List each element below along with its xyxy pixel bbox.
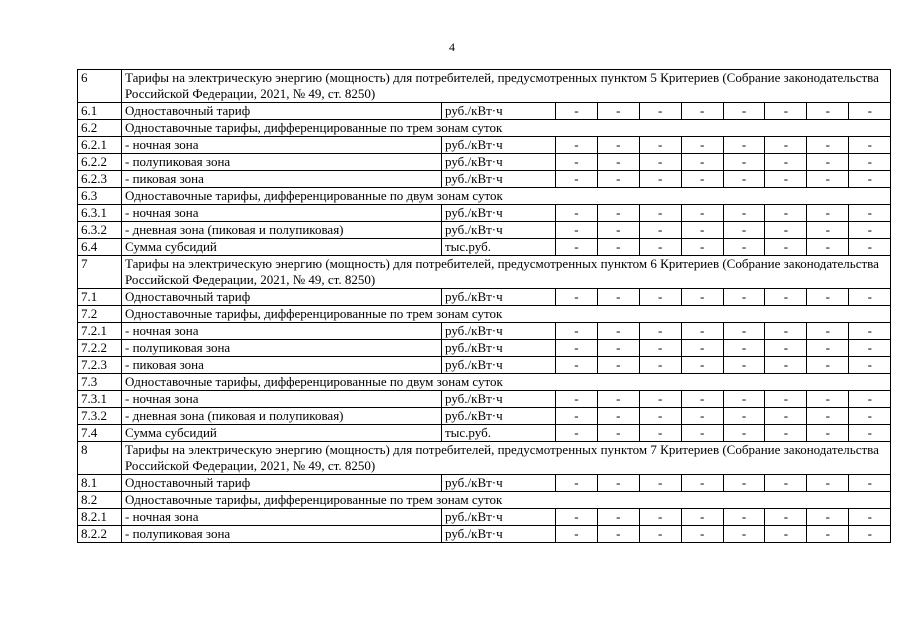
value-cell: - [597,289,639,306]
value-cell: - [597,408,639,425]
subsection-heading: Одноставочные тарифы, дифференцированные по трем зонам суток [122,120,891,137]
value-cell: - [849,475,891,492]
value-cell: - [556,509,598,526]
value-cell: - [723,222,765,239]
value-cell: - [849,205,891,222]
value-cell: - [681,475,723,492]
row-number: 7.2.1 [78,323,122,340]
value-cell: - [639,289,681,306]
value-cell: - [765,289,807,306]
indicator-name: Сумма субсидий [122,239,442,256]
unit-cell: руб./кВт·ч [442,289,556,306]
indicator-name: - полупиковая зона [122,154,442,171]
table-row [78,222,891,239]
value-cell: - [849,509,891,526]
row-number: 6.1 [78,103,122,120]
row-number: 6.2.2 [78,154,122,171]
value-cell: - [556,408,598,425]
row-number: 6.2.1 [78,137,122,154]
value-cell: - [681,137,723,154]
value-cell: - [597,171,639,188]
value-cell: - [807,323,849,340]
table-row [78,492,891,509]
value-cell: - [556,289,598,306]
value-cell: - [597,391,639,408]
value-cell: - [807,509,849,526]
value-cell: - [849,526,891,543]
value-cell: - [723,408,765,425]
value-cell: - [556,340,598,357]
value-cell: - [681,526,723,543]
value-cell: - [765,509,807,526]
value-cell: - [639,340,681,357]
value-cell: - [681,289,723,306]
value-cell: - [556,205,598,222]
value-cell: - [723,154,765,171]
value-cell: - [765,391,807,408]
row-number: 6.2 [78,120,122,137]
value-cell: - [765,475,807,492]
value-cell: - [556,137,598,154]
table-row [78,137,891,154]
value-cell: - [807,137,849,154]
value-cell: - [807,475,849,492]
table-row [78,70,891,103]
value-cell: - [639,357,681,374]
row-number: 6.2.3 [78,171,122,188]
indicator-name: - ночная зона [122,391,442,408]
row-number: 7.2.3 [78,357,122,374]
value-cell: - [556,222,598,239]
value-cell: - [681,323,723,340]
unit-cell: тыс.руб. [442,239,556,256]
value-cell: - [849,154,891,171]
value-cell: - [849,408,891,425]
value-cell: - [849,323,891,340]
value-cell: - [765,239,807,256]
value-cell: - [597,340,639,357]
table-row [78,408,891,425]
row-number: 7.1 [78,289,122,306]
table-row [78,442,891,475]
indicator-name: - пиковая зона [122,357,442,374]
value-cell: - [765,323,807,340]
row-number: 7.2 [78,306,122,323]
value-cell: - [849,137,891,154]
value-cell: - [639,154,681,171]
value-cell: - [681,340,723,357]
value-cell: - [807,171,849,188]
indicator-name: - полупиковая зона [122,340,442,357]
row-number: 8.1 [78,475,122,492]
row-number: 7.2.2 [78,340,122,357]
indicator-name: - дневная зона (пиковая и полупиковая) [122,408,442,425]
table-row [78,188,891,205]
value-cell: - [681,391,723,408]
unit-cell: тыс.руб. [442,425,556,442]
row-number: 7.4 [78,425,122,442]
indicator-name: - пиковая зона [122,171,442,188]
table-row [78,526,891,543]
value-cell: - [765,408,807,425]
value-cell: - [556,391,598,408]
indicator-name: Сумма субсидий [122,425,442,442]
value-cell: - [597,357,639,374]
row-number: 8 [78,442,122,475]
value-cell: - [597,509,639,526]
value-cell: - [597,526,639,543]
value-cell: - [723,205,765,222]
value-cell: - [723,391,765,408]
row-number: 8.2 [78,492,122,509]
table-row [78,340,891,357]
value-cell: - [807,239,849,256]
section-heading: Тарифы на электрическую энергию (мощность) для потребителей, предусмотренных пунктом 5 Критериев (Собрание законодательства Российской Федерации, 2021, № 49, ст. 8250) [122,70,891,103]
value-cell: - [765,154,807,171]
value-cell: - [639,323,681,340]
value-cell: - [639,205,681,222]
value-cell: - [807,425,849,442]
value-cell: - [723,475,765,492]
value-cell: - [765,137,807,154]
value-cell: - [639,408,681,425]
value-cell: - [765,425,807,442]
value-cell: - [639,526,681,543]
table-row [78,323,891,340]
indicator-name: Одноставочный тариф [122,289,442,306]
table-row [78,289,891,306]
unit-cell: руб./кВт·ч [442,137,556,154]
page-number: 4 [449,40,455,54]
value-cell: - [849,425,891,442]
value-cell: - [723,323,765,340]
value-cell: - [807,289,849,306]
value-cell: - [807,222,849,239]
indicator-name: Одноставочный тариф [122,475,442,492]
table-row [78,509,891,526]
indicator-name: - ночная зона [122,137,442,154]
value-cell: - [597,425,639,442]
value-cell: - [681,154,723,171]
value-cell: - [723,509,765,526]
table-row [78,171,891,188]
indicator-name: - полупиковая зона [122,526,442,543]
table-row [78,374,891,391]
value-cell: - [639,239,681,256]
tariff-table-body [78,70,891,543]
value-cell: - [681,205,723,222]
unit-cell: руб./кВт·ч [442,408,556,425]
value-cell: - [723,171,765,188]
value-cell: - [849,222,891,239]
value-cell: - [556,357,598,374]
value-cell: - [681,425,723,442]
value-cell: - [597,222,639,239]
value-cell: - [556,475,598,492]
value-cell: - [765,357,807,374]
value-cell: - [849,340,891,357]
unit-cell: руб./кВт·ч [442,391,556,408]
value-cell: - [849,391,891,408]
value-cell: - [556,425,598,442]
value-cell: - [765,103,807,120]
value-cell: - [597,137,639,154]
value-cell: - [765,526,807,543]
indicator-name: - дневная зона (пиковая и полупиковая) [122,222,442,239]
value-cell: - [807,154,849,171]
row-number: 6.3 [78,188,122,205]
value-cell: - [723,239,765,256]
value-cell: - [597,154,639,171]
table-row [78,357,891,374]
value-cell: - [681,509,723,526]
value-cell: - [556,154,598,171]
unit-cell: руб./кВт·ч [442,340,556,357]
subsection-heading: Одноставочные тарифы, дифференцированные по двум зонам суток [122,188,891,205]
value-cell: - [807,391,849,408]
row-number: 6.4 [78,239,122,256]
value-cell: - [723,425,765,442]
indicator-name: - ночная зона [122,323,442,340]
value-cell: - [597,239,639,256]
value-cell: - [556,323,598,340]
value-cell: - [681,222,723,239]
subsection-heading: Одноставочные тарифы, дифференцированные по трем зонам суток [122,492,891,509]
value-cell: - [597,103,639,120]
value-cell: - [681,239,723,256]
indicator-name: - ночная зона [122,509,442,526]
value-cell: - [807,408,849,425]
value-cell: - [639,222,681,239]
value-cell: - [765,205,807,222]
table-row [78,239,891,256]
value-cell: - [723,289,765,306]
subsection-heading: Одноставочные тарифы, дифференцированные по двум зонам суток [122,374,891,391]
value-cell: - [597,323,639,340]
value-cell: - [849,289,891,306]
value-cell: - [807,357,849,374]
value-cell: - [807,526,849,543]
row-number: 7 [78,256,122,289]
value-cell: - [807,205,849,222]
unit-cell: руб./кВт·ч [442,154,556,171]
unit-cell: руб./кВт·ч [442,509,556,526]
value-cell: - [765,340,807,357]
value-cell: - [765,171,807,188]
value-cell: - [556,103,598,120]
tariff-table [77,69,891,543]
value-cell: - [765,222,807,239]
row-number: 6.3.1 [78,205,122,222]
value-cell: - [807,103,849,120]
value-cell: - [723,103,765,120]
value-cell: - [849,239,891,256]
value-cell: - [639,137,681,154]
value-cell: - [681,357,723,374]
value-cell: - [849,357,891,374]
value-cell: - [849,103,891,120]
row-number: 6 [78,70,122,103]
value-cell: - [723,357,765,374]
table-row [78,391,891,408]
row-number: 8.2.1 [78,509,122,526]
value-cell: - [639,425,681,442]
table-row [78,120,891,137]
row-number: 7.3.1 [78,391,122,408]
unit-cell: руб./кВт·ч [442,222,556,239]
value-cell: - [681,103,723,120]
table-row [78,475,891,492]
row-number: 7.3 [78,374,122,391]
unit-cell: руб./кВт·ч [442,526,556,543]
value-cell: - [597,205,639,222]
indicator-name: - ночная зона [122,205,442,222]
table-row [78,306,891,323]
unit-cell: руб./кВт·ч [442,475,556,492]
value-cell: - [723,526,765,543]
value-cell: - [681,408,723,425]
table-row [78,154,891,171]
value-cell: - [639,103,681,120]
unit-cell: руб./кВт·ч [442,357,556,374]
value-cell: - [556,526,598,543]
table-row [78,103,891,120]
value-cell: - [556,239,598,256]
value-cell: - [597,475,639,492]
indicator-name: Одноставочный тариф [122,103,442,120]
unit-cell: руб./кВт·ч [442,103,556,120]
unit-cell: руб./кВт·ч [442,323,556,340]
value-cell: - [639,171,681,188]
value-cell: - [639,475,681,492]
section-heading: Тарифы на электрическую энергию (мощность) для потребителей, предусмотренных пунктом 7 Критериев (Собрание законодательства Российской Федерации, 2021, № 49, ст. 8250) [122,442,891,475]
row-number: 7.3.2 [78,408,122,425]
value-cell: - [723,137,765,154]
value-cell: - [807,340,849,357]
value-cell: - [639,509,681,526]
value-cell: - [849,171,891,188]
value-cell: - [681,171,723,188]
table-row [78,205,891,222]
subsection-heading: Одноставочные тарифы, дифференцированные по трем зонам суток [122,306,891,323]
unit-cell: руб./кВт·ч [442,171,556,188]
unit-cell: руб./кВт·ч [442,205,556,222]
value-cell: - [639,391,681,408]
table-row [78,425,891,442]
row-number: 6.3.2 [78,222,122,239]
row-number: 8.2.2 [78,526,122,543]
section-heading: Тарифы на электрическую энергию (мощность) для потребителей, предусмотренных пунктом 6 Критериев (Собрание законодательства Российской Федерации, 2021, № 49, ст. 8250) [122,256,891,289]
value-cell: - [723,340,765,357]
table-row [78,256,891,289]
value-cell: - [556,171,598,188]
